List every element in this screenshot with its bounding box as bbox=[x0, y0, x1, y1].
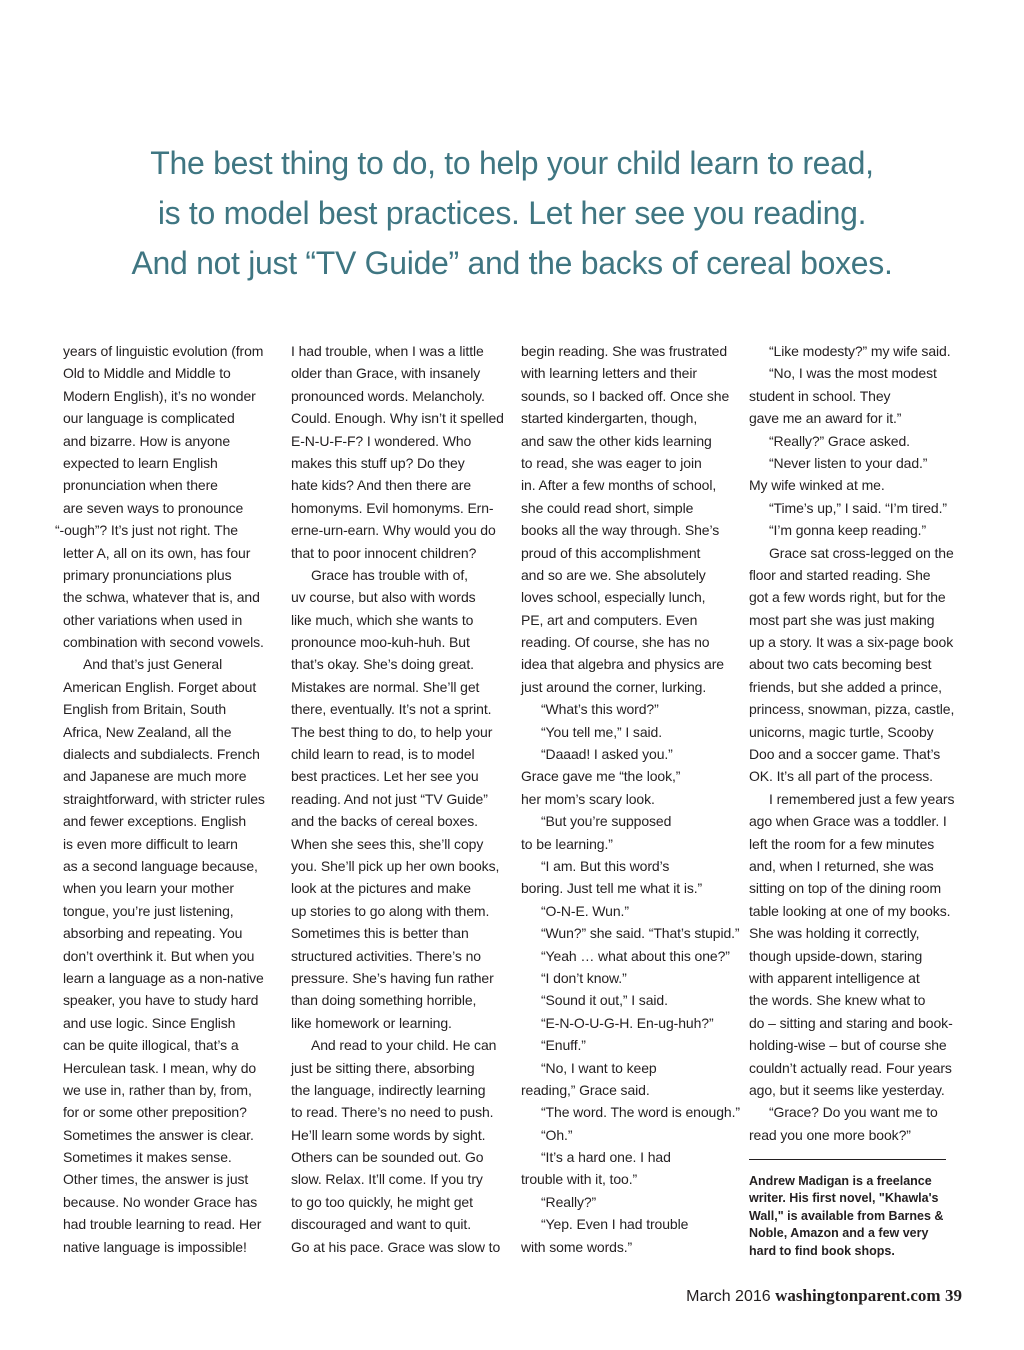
article-line: gave me an award for it.” bbox=[749, 410, 902, 427]
article-line: the language, indirectly learning bbox=[291, 1081, 486, 1098]
bio-divider bbox=[749, 1159, 946, 1160]
article-line: and use logic. Since English bbox=[63, 1014, 236, 1031]
article-line: homonyms. Evil homonyms. Ern- bbox=[291, 499, 494, 516]
article-line: PE, art and computers. Even bbox=[521, 611, 698, 628]
article-line: pronounce moo-kuh-huh. But bbox=[291, 634, 470, 651]
article-line: just be sitting there, absorbing bbox=[291, 1059, 475, 1076]
article-line: Others can be sounded out. Go bbox=[291, 1149, 484, 1166]
article-line: with some words.” bbox=[521, 1238, 633, 1255]
article-line: My wife winked at me. bbox=[749, 477, 885, 494]
article-line: had trouble learning to read. Her bbox=[63, 1216, 262, 1233]
article-line: hate kids? And then there are bbox=[291, 477, 472, 494]
article-line: we use in, rather than by, from, bbox=[63, 1081, 252, 1098]
article-line: ago when Grace was a toddler. I bbox=[749, 813, 947, 830]
article-line: in. After a few months of school, bbox=[521, 477, 717, 494]
article-line: table looking at one of my books. bbox=[749, 902, 951, 919]
article-line: up stories to go along with them. bbox=[291, 902, 490, 919]
article-line: proud of this accomplishment bbox=[521, 544, 701, 561]
pull-quote-line: is to model best practices. Let her see you reading. bbox=[157, 195, 867, 231]
article-line: And read to your child. He can bbox=[311, 1037, 497, 1054]
page-footer bbox=[686, 1286, 962, 1307]
article-line: discouraged and want to quit. bbox=[291, 1216, 472, 1233]
article-line: slow. Relax. It’ll come. If you try bbox=[291, 1171, 483, 1188]
article-line: her mom’s scary look. bbox=[521, 790, 655, 807]
article-line: started kindergarten, though, bbox=[521, 410, 698, 427]
author-bio-line: Wall," is available from Barnes & bbox=[749, 1208, 944, 1223]
author-bio-line: hard to find book shops. bbox=[749, 1243, 895, 1258]
article-line: got a few words right, but for the bbox=[749, 589, 946, 606]
article-line: “I don’t know.” bbox=[541, 969, 627, 986]
article-line: books all the way through. She’s bbox=[521, 522, 720, 539]
article-line: ago, but it seems like yesterday. bbox=[749, 1081, 945, 1098]
article-line: princess, snowman, pizza, castle, bbox=[749, 701, 955, 718]
article-line: When she sees this, she’ll copy bbox=[291, 835, 484, 852]
article-line: read you one more book?” bbox=[749, 1126, 911, 1143]
article-line: student in school. They bbox=[749, 387, 891, 404]
article-line: do – sitting and staring and book- bbox=[749, 1014, 953, 1031]
article-line: to read, she was eager to join bbox=[521, 454, 702, 471]
article-line: though upside-down, staring bbox=[749, 947, 923, 964]
article-line: combination with second vowels. bbox=[63, 634, 264, 651]
article-line: “O-N-E. Wun.” bbox=[541, 902, 629, 919]
article-line: with apparent intelligence at bbox=[749, 969, 920, 986]
article-line: “No, I want to keep bbox=[541, 1059, 657, 1076]
article-line: “You tell me,” I said. bbox=[541, 723, 663, 740]
article-line: structured activities. There’s no bbox=[291, 947, 481, 964]
article-line: And that’s just General bbox=[83, 656, 223, 673]
article-line: pronounced words. Melancholy. bbox=[291, 387, 485, 404]
article-line: about two cats becoming best bbox=[749, 656, 932, 673]
article-line: you. She’ll pick up her own books, bbox=[291, 857, 500, 874]
article-line: “Wun?” she said. “That’s stupid.” bbox=[541, 925, 740, 942]
article-line: and the backs of cereal boxes. bbox=[291, 813, 478, 830]
article-line: and fewer exceptions. English bbox=[63, 813, 247, 830]
article-line: Could. Enough. Why isn’t it spelled bbox=[291, 410, 504, 427]
article-line: to go too quickly, he might get bbox=[291, 1193, 473, 1210]
article-line: other variations when used in bbox=[63, 611, 243, 628]
pull-quote-line: The best thing to do, to help your child learn to read, bbox=[150, 145, 874, 181]
article-line: to be learning.” bbox=[521, 835, 613, 852]
article-line: sounds, so I backed off. Once she bbox=[521, 387, 730, 404]
article-column-2 bbox=[291, 340, 513, 1258]
article-column-3 bbox=[521, 340, 743, 1258]
article-column-4 bbox=[749, 340, 971, 1146]
pull-quote bbox=[0, 138, 1024, 288]
article-line: Africa, New Zealand, all the bbox=[63, 723, 232, 740]
article-line: OK. It’s all part of the process. bbox=[749, 768, 933, 785]
article-line: I had trouble, when I was a little bbox=[291, 343, 484, 359]
article-line: as a second language because, bbox=[63, 857, 258, 874]
article-line: absorbing and repeating. You bbox=[63, 925, 243, 942]
article-line: sitting on top of the dining room bbox=[749, 880, 942, 897]
article-line: because. No wonder Grace has bbox=[63, 1193, 258, 1210]
page-number: 39 bbox=[945, 1286, 962, 1305]
article-line: holding-wise – but of course she bbox=[749, 1037, 947, 1054]
article-line: is even more difficult to learn bbox=[63, 835, 238, 852]
article-line: Doo and a soccer game. That’s bbox=[749, 746, 941, 763]
article-line: trouble with it, too.” bbox=[521, 1171, 638, 1188]
article-line: American English. Forget about bbox=[63, 678, 257, 695]
website-name: washingtonparent.com bbox=[775, 1286, 941, 1305]
article-line: Grace has trouble with of, bbox=[311, 566, 468, 583]
article-line: older than Grace, with insanely bbox=[291, 365, 481, 382]
article-line: expected to learn English bbox=[63, 454, 218, 471]
article-line: for or some other preposition? bbox=[63, 1104, 247, 1121]
article-line: English from Britain, South bbox=[63, 701, 227, 718]
article-line: speaker, you have to study hard bbox=[63, 992, 259, 1009]
article-line: “The word. The word is enough.” bbox=[541, 1104, 740, 1121]
article-line: like homework or learning. bbox=[291, 1014, 452, 1031]
article-line: “Oh.” bbox=[541, 1126, 573, 1143]
article-line: idea that algebra and physics are bbox=[521, 656, 724, 673]
article-line: most part she was just making bbox=[749, 611, 935, 628]
article-line: just around the corner, lurking. bbox=[521, 678, 707, 695]
article-line: straightforward, with stricter rules bbox=[63, 790, 265, 807]
article-line: “Time’s up,” I said. “I’m tired.” bbox=[769, 499, 947, 516]
article-line: look at the pictures and make bbox=[291, 880, 471, 897]
article-line: I remembered just a few years bbox=[769, 790, 955, 807]
article-line: native language is impossible! bbox=[63, 1238, 247, 1255]
article-line: “I’m gonna keep reading.” bbox=[769, 522, 927, 539]
article-line: uv course, but also with words bbox=[291, 589, 476, 606]
article-column-1 bbox=[55, 340, 285, 1258]
article-line: that’s okay. She’s doing great. bbox=[291, 656, 474, 673]
article-line: up a story. It was a six-page book bbox=[749, 634, 954, 651]
article-line: Sometimes the answer is clear. bbox=[63, 1126, 254, 1143]
article-line: “Yeah … what about this one?” bbox=[541, 947, 730, 964]
article-line: like much, which she wants to bbox=[291, 611, 474, 628]
article-line: “-ough”? It’s just not right. The bbox=[55, 522, 238, 539]
article-line: “But you’re supposed bbox=[541, 813, 672, 830]
article-line: learn a language as a non-native bbox=[63, 969, 264, 986]
article-line: Herculean task. I mean, why do bbox=[63, 1059, 257, 1076]
article-line: “It’s a hard one. I had bbox=[541, 1149, 671, 1166]
article-line: “E-N-O-U-G-H. En-ug-huh?” bbox=[541, 1014, 714, 1031]
article-line: can be quite illogical, that’s a bbox=[63, 1037, 239, 1054]
pull-quote-line: And not just “TV Guide” and the backs of cereal boxes. bbox=[131, 245, 893, 281]
article-line: left the room for a few minutes bbox=[749, 835, 935, 852]
article-line: and, when I returned, she was bbox=[749, 857, 934, 874]
article-line: reading,” Grace said. bbox=[521, 1081, 650, 1098]
article-line: pronunciation when there bbox=[63, 477, 218, 494]
article-line: He’ll learn some words by sight. bbox=[291, 1126, 486, 1143]
article-line: don’t overthink it. But when you bbox=[63, 947, 255, 964]
article-line: “Like modesty?” my wife said. bbox=[769, 343, 951, 359]
article-line: our language is complicated bbox=[63, 410, 235, 427]
article-line: boring. Just tell me what it is.” bbox=[521, 880, 703, 897]
article-line: erne-urn-earn. Why would you do bbox=[291, 522, 496, 539]
article-line: the words. She knew what to bbox=[749, 992, 926, 1009]
article-line: reading. Of course, she has no bbox=[521, 634, 710, 651]
article-line: Old to Middle and Middle to bbox=[63, 365, 231, 382]
article-line: “Daaad! I asked you.” bbox=[541, 746, 673, 763]
article-line: and saw the other kids learning bbox=[521, 432, 712, 449]
article-line: and bizarre. How is anyone bbox=[63, 432, 231, 449]
issue-date: March 2016 bbox=[686, 1288, 771, 1305]
article-line: child learn to read, is to model bbox=[291, 746, 475, 763]
article-line: best practices. Let her see you bbox=[291, 768, 479, 785]
article-line: Modern English), it’s no wonder bbox=[63, 387, 256, 404]
article-line: “Really?” Grace asked. bbox=[769, 432, 910, 449]
article-line: “Enuff.” bbox=[541, 1037, 586, 1054]
article-line: “I am. But this word’s bbox=[541, 857, 670, 874]
article-line: and so are we. She absolutely bbox=[521, 566, 706, 583]
article-line: makes this stuff up? Do they bbox=[291, 454, 465, 471]
article-line: floor and started reading. She bbox=[749, 566, 931, 583]
article-line: “Grace? Do you want me to bbox=[769, 1104, 938, 1121]
article-line: “No, I was the most modest bbox=[769, 365, 937, 382]
article-line: begin reading. She was frustrated bbox=[521, 343, 728, 359]
article-line: the schwa, whatever that is, and bbox=[63, 589, 260, 606]
author-bio-line: Noble, Amazon and a few very bbox=[749, 1226, 929, 1241]
article-line: than doing something horrible, bbox=[291, 992, 477, 1009]
article-line: there, eventually. It’s not a sprint. bbox=[291, 701, 492, 718]
article-line: Grace sat cross-legged on the bbox=[769, 544, 954, 561]
article-line: “Yep. Even I had trouble bbox=[541, 1216, 689, 1233]
article-line: pressure. She’s having fun rather bbox=[291, 969, 494, 986]
author-bio bbox=[749, 1173, 964, 1260]
article-line: loves school, especially lunch, bbox=[521, 589, 706, 606]
author-bio-line: writer. His first novel, "Khawla's bbox=[749, 1191, 939, 1206]
article-line: The best thing to do, to help your bbox=[291, 723, 493, 740]
article-line: and Japanese are much more bbox=[63, 768, 247, 785]
article-line: “What’s this word?” bbox=[541, 701, 659, 718]
article-line: Go at his pace. Grace was slow to bbox=[291, 1238, 501, 1255]
article-line: she could read short, simple bbox=[521, 499, 694, 516]
article-line: tongue, you’re just listening, bbox=[63, 902, 234, 919]
article-line: primary pronunciations plus bbox=[63, 566, 232, 583]
article-line: friends, but she added a prince, bbox=[749, 678, 942, 695]
article-line: years of linguistic evolution (from bbox=[63, 343, 264, 359]
article-line: letter A, all on its own, has four bbox=[63, 544, 251, 561]
article-line: Grace gave me “the look,” bbox=[521, 768, 681, 785]
article-line: with learning letters and their bbox=[521, 365, 697, 382]
article-line: “Sound it out,” I said. bbox=[541, 992, 668, 1009]
article-line: Other times, the answer is just bbox=[63, 1171, 249, 1188]
article-line: are seven ways to pronounce bbox=[63, 499, 244, 516]
article-line: couldn’t actually read. Four years bbox=[749, 1059, 952, 1076]
article-line: Sometimes this is better than bbox=[291, 925, 469, 942]
article-line: Mistakes are normal. She’ll get bbox=[291, 678, 480, 695]
article-line: dialects and subdialects. French bbox=[63, 746, 260, 763]
article-line: “Really?” bbox=[541, 1193, 597, 1210]
article-line: “Never listen to your dad.” bbox=[769, 454, 928, 471]
article-line: E-N-U-F-F? I wondered. Who bbox=[291, 432, 472, 449]
article-line: unicorns, magic turtle, Scooby bbox=[749, 723, 934, 740]
article-line: She was holding it correctly, bbox=[749, 925, 920, 942]
article-line: to read. There’s no need to push. bbox=[291, 1104, 494, 1121]
article-line: reading. And not just “TV Guide” bbox=[291, 790, 488, 807]
author-bio-line: Andrew Madigan is a freelance bbox=[749, 1174, 932, 1188]
article-line: that to poor innocent children? bbox=[291, 544, 477, 561]
article-line: Sometimes it makes sense. bbox=[63, 1149, 232, 1166]
article-line: when you learn your mother bbox=[63, 880, 234, 897]
